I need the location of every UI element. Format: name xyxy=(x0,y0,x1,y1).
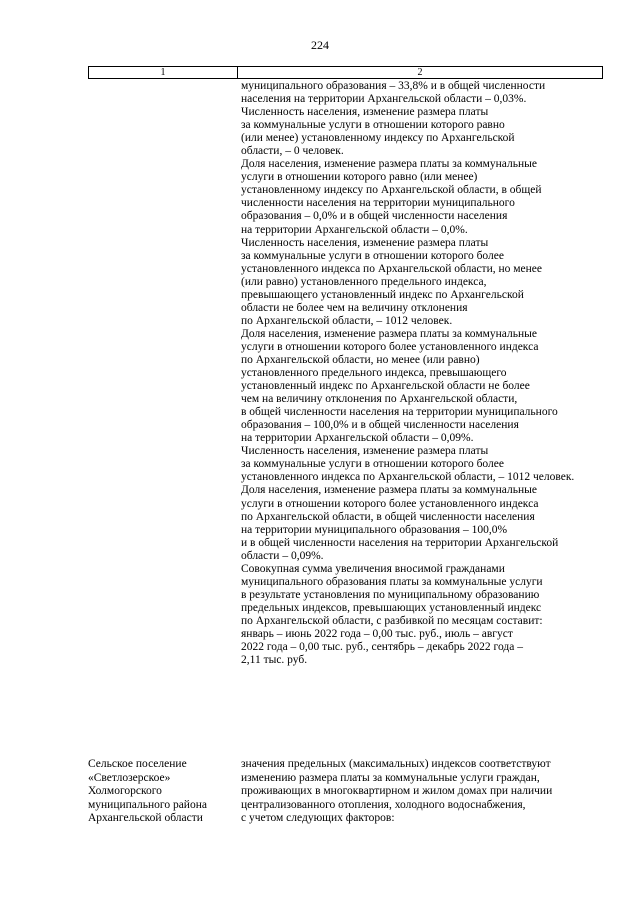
text-line: превышающего установленный индекс по Архангельской xyxy=(241,288,524,301)
page-number: 224 xyxy=(311,38,329,52)
text-line: по Архангельской области, с разбивкой по месяцам составит: xyxy=(241,614,543,627)
text-line: услуги в отношении которого более установленного индекса xyxy=(241,497,539,510)
text-line: по Архангельской области, – 1012 человек. xyxy=(241,314,453,327)
text-line: области не более чем на величину отклонения xyxy=(241,301,468,314)
text-line: чем на величину отклонения по Архангельской области, xyxy=(241,393,518,406)
municipality-line: Архангельской области xyxy=(88,812,203,825)
text-line: в общей численности населения на территории муниципального xyxy=(241,406,558,419)
text-line: проживающих в многоквартирном и жилом домах при наличии xyxy=(241,785,553,798)
text-line: по Архангельской области, в общей численности населения xyxy=(241,510,535,523)
text-line: значения предельных (максимальных) индексов соответствуют xyxy=(241,758,551,770)
text-line: численности населения на территории муниципального xyxy=(241,197,515,210)
next-entry-text-block xyxy=(241,758,611,826)
table-header-col-2: 2 xyxy=(417,67,423,78)
text-line: образования – 0,0% и в общей численности населения xyxy=(241,210,508,223)
municipality-line: «Светлозерское» xyxy=(88,771,171,784)
text-line: централизованного отопления, холодного водоснабжения, xyxy=(241,798,526,811)
text-line: с учетом следующих факторов: xyxy=(241,812,395,825)
continuation-text-block xyxy=(241,80,611,667)
text-line: (или менее) установленному индексу по Архангельской xyxy=(241,132,515,145)
text-line: за коммунальные услуги в отношении которого равно xyxy=(241,119,505,132)
municipality-name xyxy=(88,758,238,826)
text-line: области – 0,09%. xyxy=(241,549,324,562)
text-line: населения на территории Архангельской области – 0,03%. xyxy=(241,93,527,106)
text-line: образования – 100,0% и в общей численности населения xyxy=(241,419,519,432)
text-line: (или равно) установленного предельного индекса, xyxy=(241,275,487,288)
text-line: Численность населения, изменение размера платы xyxy=(241,236,489,249)
municipality-line: Сельское поселение xyxy=(88,758,187,770)
text-line: на территории Архангельской области – 0,09%. xyxy=(241,432,474,445)
text-line: установленному индексу по Архангельской области, в общей xyxy=(241,184,542,197)
text-line: услуги в отношении которого равно (или менее) xyxy=(241,171,478,184)
text-line: Численность населения, изменение размера платы xyxy=(241,445,489,458)
text-line: в результате установления по муниципальному образованию xyxy=(241,588,540,601)
text-line: установленный индекс по Архангельской области не более xyxy=(241,380,530,393)
text-line: установленного предельного индекса, превышающего xyxy=(241,367,507,380)
text-line: установленного индекса по Архангельской области, – 1012 человек. xyxy=(241,471,575,484)
text-line: январь – июнь 2022 года – 0,00 тыс. руб., июль – август xyxy=(241,627,513,640)
text-line: муниципального образования – 33,8% и в общей численности xyxy=(241,80,546,92)
text-line: и в общей численности населения на территории Архангельской xyxy=(241,536,559,549)
text-line: установленного индекса по Архангельской области, но менее xyxy=(241,262,542,275)
text-line: Численность населения, изменение размера платы xyxy=(241,106,489,119)
text-line: за коммунальные услуги в отношении которого более xyxy=(241,458,504,471)
text-line: Доля населения, изменение размера платы за коммунальные xyxy=(241,327,537,340)
text-line: услуги в отношении которого более установленного индекса xyxy=(241,340,539,353)
text-line: Доля населения, изменение размера платы за коммунальные xyxy=(241,158,537,171)
text-line: 2,11 тыс. руб. xyxy=(241,654,308,667)
table-header-row xyxy=(88,66,603,79)
text-line: по Архангельской области, но менее (или равно) xyxy=(241,353,480,366)
text-line: за коммунальные услуги в отношении которого более xyxy=(241,249,504,262)
municipality-line: муниципального района xyxy=(88,798,207,811)
table-header-col-1: 1 xyxy=(89,67,238,78)
text-line: Совокупная сумма увеличения вносимой гражданами xyxy=(241,562,505,575)
text-line: на территории Архангельской области – 0,0%. xyxy=(241,223,468,236)
text-line: на территории муниципального образования – 100,0% xyxy=(241,523,508,536)
text-line: предельных индексов, превышающих установленный индекс xyxy=(241,601,542,614)
text-line: муниципального образования платы за коммунальные услуги xyxy=(241,575,543,588)
text-line: Доля населения, изменение размера платы за коммунальные xyxy=(241,484,537,497)
text-line: изменению размера платы за коммунальные услуги граждан, xyxy=(241,771,540,784)
text-line: 2022 года – 0,00 тыс. руб., сентябрь – декабрь 2022 года – xyxy=(241,641,523,654)
text-line: области, – 0 человек. xyxy=(241,145,344,158)
municipality-line: Холмогорского xyxy=(88,785,162,798)
